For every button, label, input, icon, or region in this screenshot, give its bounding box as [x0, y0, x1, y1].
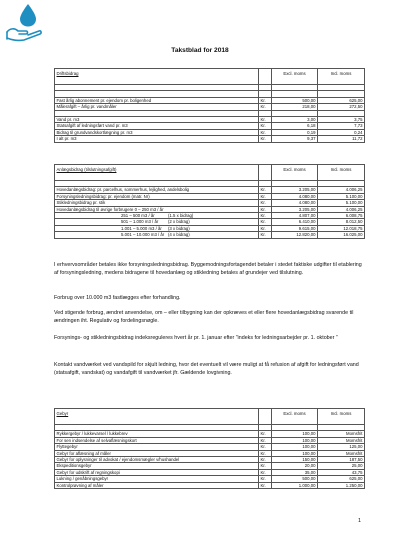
- table-header-row: [55, 165, 365, 181]
- col-header-excl: Excl. moms: [272, 69, 318, 85]
- table-row: Hovedanlægsbidrag til øvrige forbrugere 0 – 250 m3 / år Kr. 3.205,00 4.006,25: [56, 206, 363, 212]
- table-row: Ekspeditionsgebyr Kr. 20,00 25,00: [56, 463, 363, 469]
- page-number: 1: [357, 518, 361, 524]
- col-header-excl: Excl. moms: [272, 165, 318, 181]
- table-row: 5.001 – 10.000 m3 / år (4 x bidrag) Kr. 12.820,00 16.025,00: [55, 232, 365, 238]
- paragraph: I erhvervsområder betales ikke forsyningsledningsbidrag. Byggemodningsfortagendet betaler i stedet faktiske udgifter til etablering af forsyningsledning, medens bidragene til hovedanlæg og stikledning betales af grundejer ved tilslutning.: [54, 262, 362, 276]
- table-heading: Anlægsbidrag (tilslutningsafgift): [55, 165, 259, 181]
- table-row: Målerafgift – årlig pr. vandmåler Kr. 218,00 272,50: [56, 104, 363, 110]
- col-header-incl: Incl. moms: [318, 409, 365, 425]
- col-header-excl: Excl. moms: [272, 409, 318, 425]
- table-row: Fast årlig abonnement pr. ejendom pr. boligenhed Kr. 500,00 625,00: [56, 97, 363, 103]
- paragraph: Kontakt vandværket ved vandspild for skjult ledning, hvor det eventuelt vil være muligt at få refusion af afgift for ledningsført vand (statsafgift, vandskat) og vandafgift til vandværket jfr. Gældende lovgivning.: [54, 362, 359, 376]
- table-row: 1.001 – 5.000 m3 / år (3 x bidrag) Kr. 9.615,00 12.018,75: [55, 225, 365, 231]
- table-row: Lukning / genåbningsgebyr Kr. 500,00 625,00: [56, 476, 363, 482]
- table-header-row: [55, 409, 365, 425]
- table-row: Statsafgift af ledningsført vand pr. m3 Kr. 6,18 7,73: [56, 123, 363, 129]
- water-drop-hand-icon: [4, 2, 46, 44]
- table-row: For sen indsendelse af selvaflæsningskort Kr. 100,00 Momsfrit: [56, 437, 363, 443]
- table-row: Bidrag til grundvandskortlægning pr. m3 Kr. 0,19 0,24: [56, 129, 363, 135]
- table-heading: Gebyr: [55, 409, 259, 425]
- table-header-row: [55, 69, 365, 85]
- paragraph: Forsynings- og stikledningsbidrag indeksreguleres hvert år pr. 1. januar efter ”indeks for ledningsarbejder pr. 1. oktober ”: [54, 335, 338, 341]
- table-row: 251 – 500 m3 / år (1.5 x bidrag) Kr. 4.807,00 6.008,75: [55, 212, 365, 218]
- table-row: Flyttegebyr Kr. 100,00 125,00: [56, 444, 363, 450]
- table-row: Hovedanlægsbidrag: pr. parcelhus, sommerhus, lejlighed, andelsbolig Kr. 3.205,00 4.006,25: [56, 187, 363, 193]
- table-row: Vand pr. m3 Kr. 3,00 3,75: [56, 117, 363, 123]
- table-row: Gebyr for oplysninger til advokat / ejendomsmægler v/hushandel Kr. 150,00 187,50: [56, 457, 363, 463]
- col-header-incl: Incl. moms: [318, 69, 365, 85]
- gebyr-table: [54, 408, 365, 489]
- table-row: Stikledningsbidrag pr. stik Kr. 4.080,00 5.100,00: [56, 200, 363, 206]
- table-row: Gebyr for aflæsning af måler Kr. 100,00 Momsfrit: [56, 450, 363, 456]
- table-row: Rykkergebyr / lukkevarsel / lukkebrev Kr. 100,00 Momsfrit: [56, 431, 363, 437]
- table-row: Forsyningsledningsbidrag: pr. ejendom (matr. Nr) Kr. 4.080,00 5.100,00: [56, 193, 363, 199]
- paragraph: Ved stigende forbrug, ændret anvendelse, om – eller tilbygning kan der opkræves et eller flere hovedanlægsbidrag svarende til ændringen iht. Regulativ og fordelingsnøgle.: [54, 310, 354, 324]
- table-row: 501 – 1.000 m3 / år (2 x bidrag) Kr. 6.410,00 8.012,50: [55, 219, 365, 225]
- table-row: I alt pr. m3 Kr. 9,37 11,72: [56, 136, 363, 142]
- driftsbidrag-table: [54, 68, 365, 143]
- paragraph: Forbrug over 10.000 m3 fastlægges efter forhandling.: [54, 295, 181, 301]
- table-heading: Driftsbidrag: [55, 69, 259, 85]
- col-header-incl: Incl. moms: [318, 165, 365, 181]
- table-row: Gebyr for udskrift af regningskopi Kr. 35,00 43,75: [56, 469, 363, 475]
- table-row: Kontrolprøvning af måler Kr. 1.000,00 1.250,00: [56, 482, 363, 488]
- anlaegsbidrag-table: [54, 164, 365, 239]
- page-title: Takstblad for 2018: [171, 47, 229, 54]
